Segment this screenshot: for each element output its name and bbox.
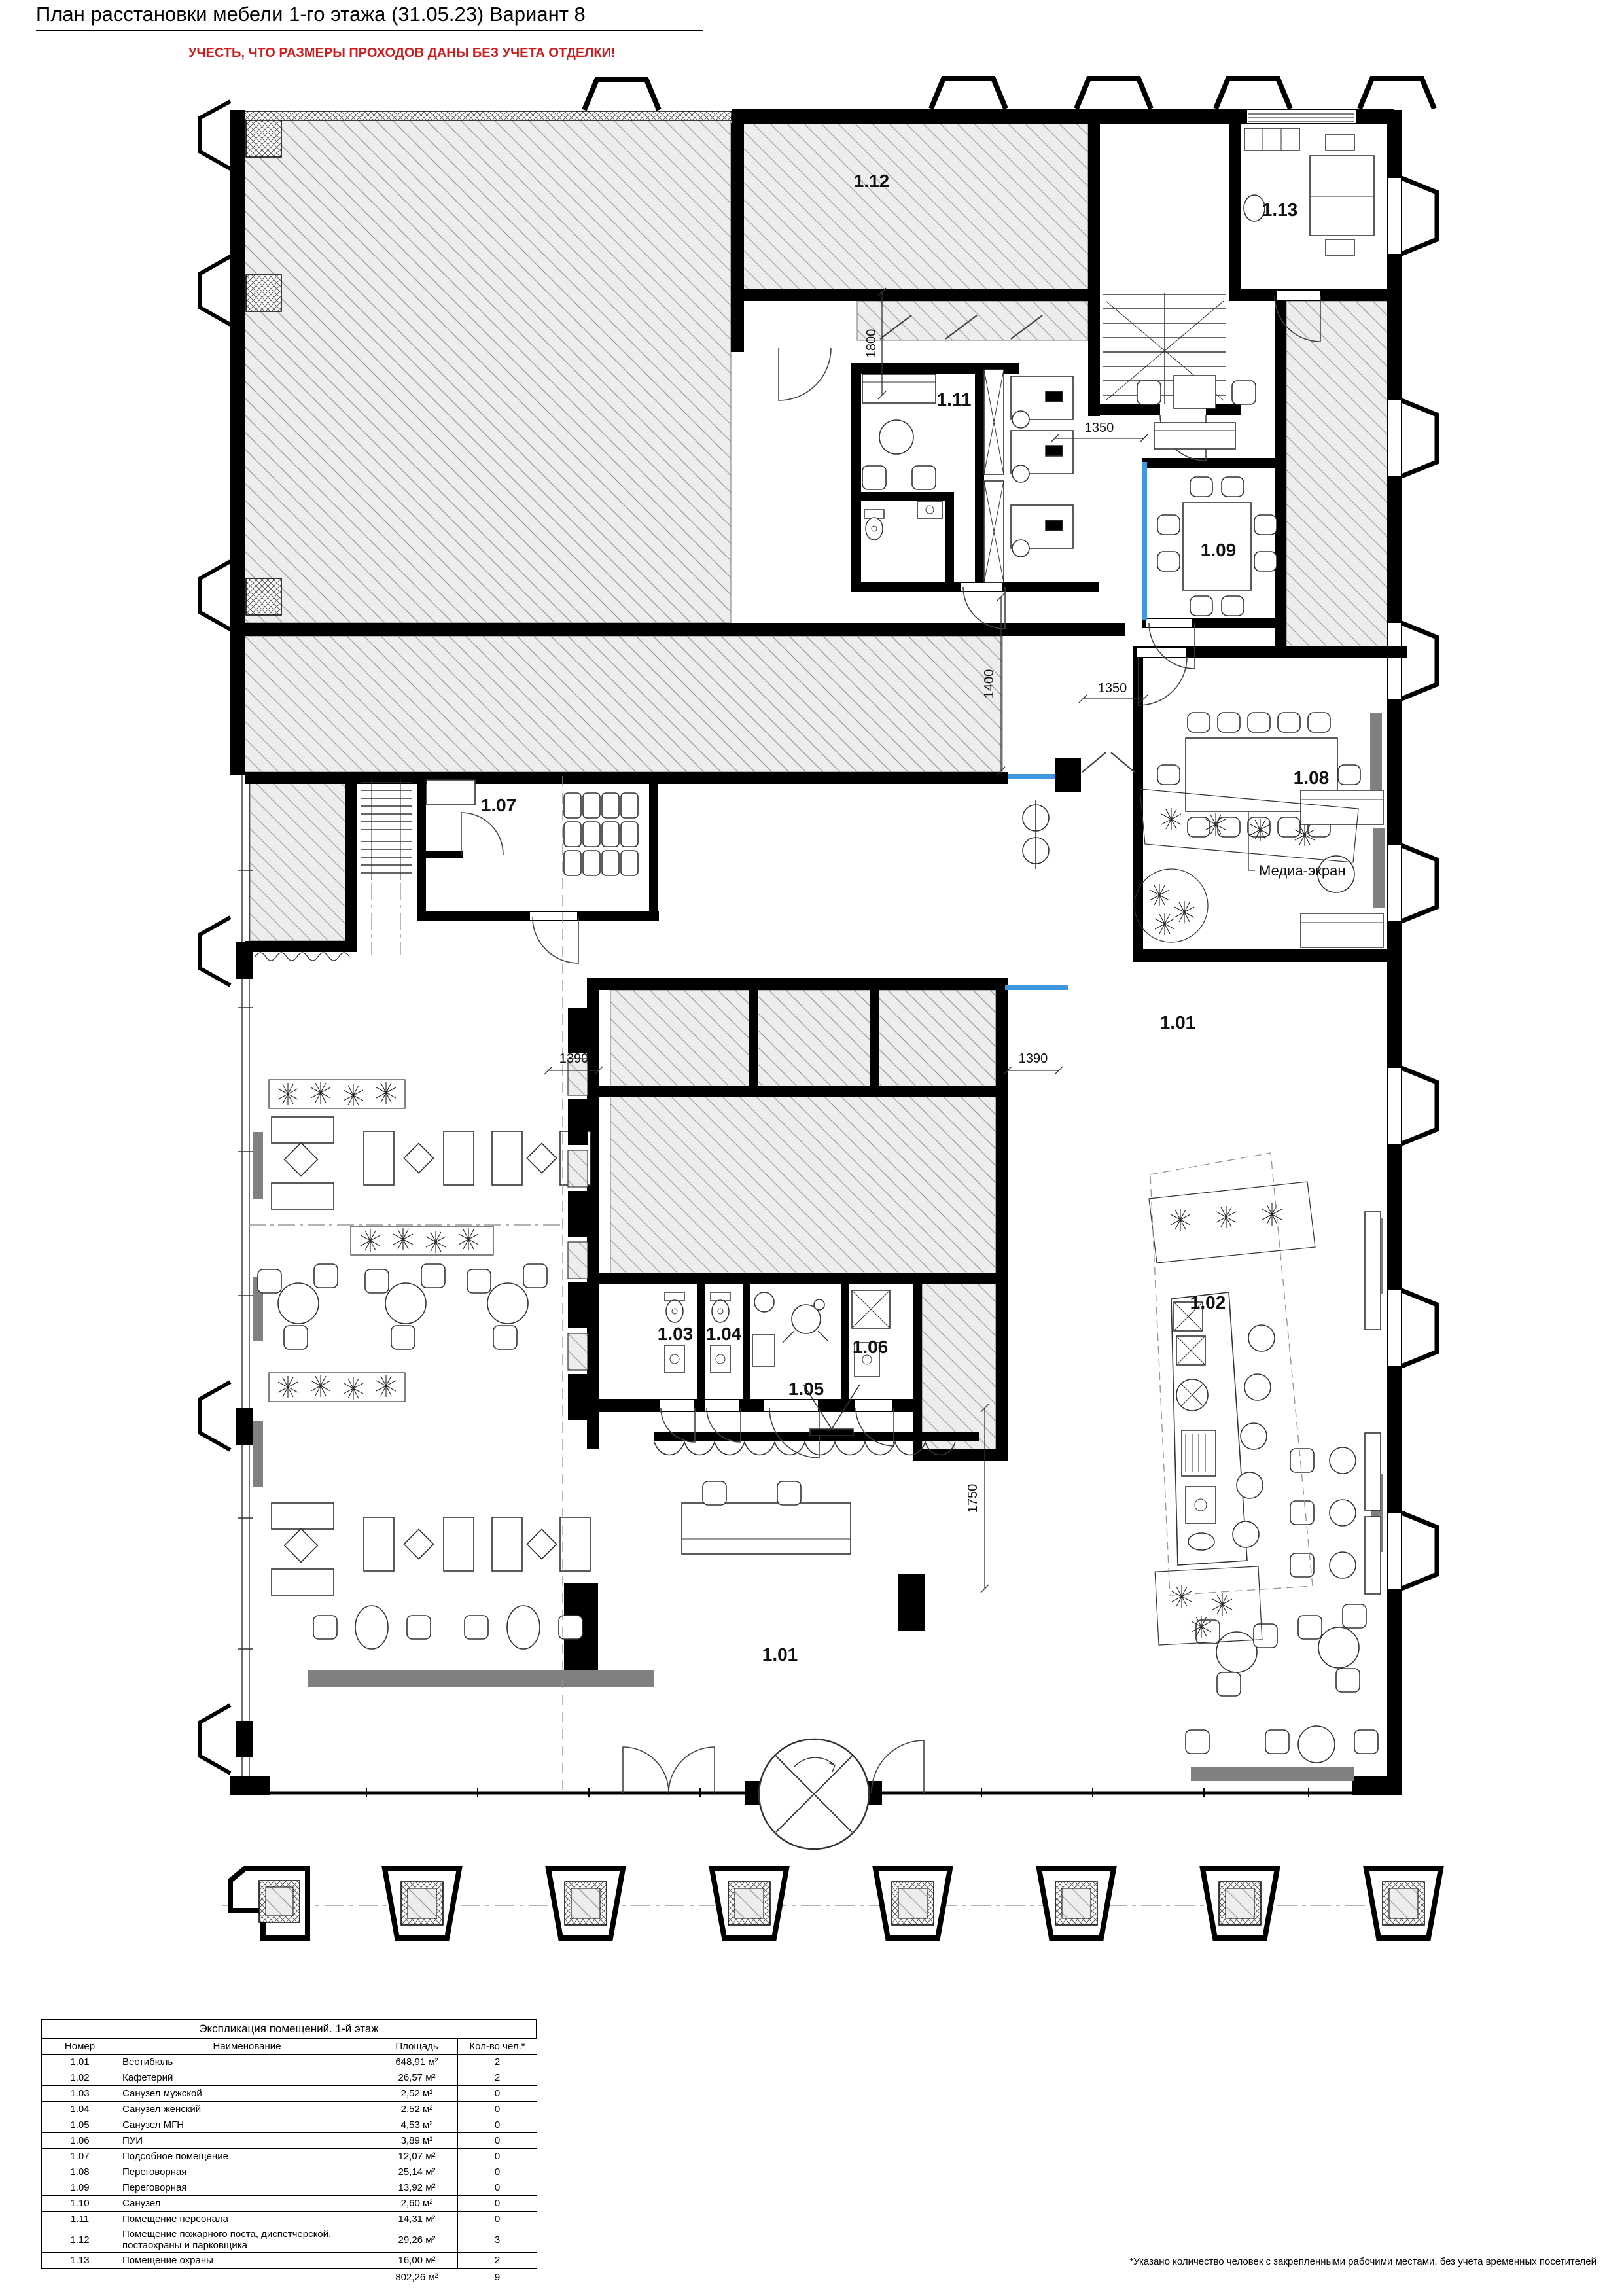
stacked-chairs <box>564 793 638 875</box>
room-label-105: 1.05 <box>788 1379 824 1399</box>
turnstile <box>1023 800 1049 869</box>
cell-number: 1.08 <box>42 2164 118 2180</box>
column-1145 <box>712 1869 786 1938</box>
column-1395 <box>875 1869 950 1938</box>
warning-note: УЧЕСТЬ, ЧТО РАЗМЕРЫ ПРОХОДОВ ДАНЫ БЕЗ УЧЕТА ОТДЕЛКИ! <box>188 46 616 60</box>
table-header-row <box>42 2039 537 2055</box>
table-row <box>42 2133 537 2149</box>
left-pilasters <box>200 101 230 1773</box>
total-spacer <box>118 2269 376 2286</box>
break-line <box>255 953 349 961</box>
cell-people: 0 <box>458 2149 537 2164</box>
cell-people: 0 <box>458 2117 537 2133</box>
column-1645 <box>1039 1869 1114 1938</box>
cell-name: ПУИ <box>118 2133 376 2149</box>
room-label-112: 1.12 <box>853 171 890 191</box>
room-label-111: 1.11 <box>936 389 972 410</box>
dim-1390-b: 1390 <box>1018 1051 1048 1066</box>
cell-people: 0 <box>458 2086 537 2102</box>
footnote: *Указано количество человек с закрепленными рабочими местами, без учета временных посетителей <box>1129 2256 1597 2267</box>
workstations <box>1011 376 1073 557</box>
cell-area: 16,00 м² <box>376 2253 458 2269</box>
table-row <box>42 2102 537 2117</box>
room-label-107: 1.07 <box>480 795 517 815</box>
core-west-shafts <box>568 1008 588 1420</box>
total-area: 802,26 м² <box>395 2272 438 2283</box>
dim-1400: 1400 <box>982 669 997 699</box>
room-label-101a: 1.01 <box>1159 1012 1196 1033</box>
table-row <box>42 2180 537 2196</box>
cell-name: Помещение пожарного поста, диспетчерской, постаохраны и парковщика <box>118 2227 376 2253</box>
col-people: Кол-во чел.* <box>458 2039 537 2055</box>
cell-people: 0 <box>458 2212 537 2227</box>
table-row <box>42 2196 537 2212</box>
cell-number: 1.01 <box>42 2055 118 2070</box>
cafe-planter-top <box>1149 1182 1315 1263</box>
cell-people: 2 <box>458 2070 537 2086</box>
table-row <box>42 2164 537 2180</box>
site-columns <box>230 1869 1441 1938</box>
column-2145 <box>1366 1869 1441 1938</box>
cell-name: Санузел женский <box>118 2102 376 2117</box>
cell-people: 0 <box>458 2102 537 2117</box>
cell-name: Помещение охраны <box>118 2253 376 2269</box>
cell-people: 2 <box>458 2253 537 2269</box>
room-label-109: 1.09 <box>1200 540 1237 560</box>
cell-number: 1.11 <box>42 2212 118 2227</box>
cell-area: 3,89 м² <box>376 2133 458 2149</box>
cell-area: 2,60 м² <box>376 2196 458 2212</box>
lounge-furniture <box>258 1117 590 1649</box>
cell-area: 14,31 м² <box>376 2212 458 2227</box>
cell-number: 1.06 <box>42 2133 118 2149</box>
cell-number: 1.10 <box>42 2196 118 2212</box>
cell-people: 0 <box>458 2133 537 2149</box>
cell-number: 1.09 <box>42 2180 118 2196</box>
col-area: Площадь <box>376 2039 458 2055</box>
page-title: План расстановки мебели 1-го этажа (31.05.23) Вариант 8 <box>36 3 703 31</box>
planter-row-b <box>269 1373 405 1402</box>
table-row <box>42 2227 537 2253</box>
total-spacer <box>42 2269 118 2286</box>
room-label-106: 1.06 <box>852 1337 889 1357</box>
high-table-row <box>313 1606 582 1649</box>
dim-1350-a: 1350 <box>1084 421 1114 435</box>
dim-1750: 1750 <box>966 1483 980 1513</box>
explication-table <box>41 2019 537 2285</box>
room-label-104: 1.04 <box>705 1324 742 1344</box>
table-total-row <box>42 2269 537 2286</box>
revolving-door <box>759 1739 869 1849</box>
room-label-113: 1.13 <box>1262 200 1298 220</box>
dim-1800: 1800 <box>864 328 879 359</box>
cell-name: Санузел МГН <box>118 2117 376 2133</box>
room-113-furniture <box>1244 128 1374 255</box>
table-row <box>42 2086 537 2102</box>
column-1895 <box>1203 1869 1277 1938</box>
cell-name: Переговорная <box>118 2164 376 2180</box>
room-label-103: 1.03 <box>657 1324 694 1344</box>
dim-1390-a: 1390 <box>559 1051 589 1066</box>
table-row <box>42 2212 537 2227</box>
cell-name: Вестибюль <box>118 2055 376 2070</box>
cell-area: 12,07 м² <box>376 2149 458 2164</box>
cell-people: 2 <box>458 2055 537 2070</box>
col-number: Номер <box>42 2039 118 2055</box>
column-895 <box>548 1869 623 1938</box>
cell-area: 2,52 м² <box>376 2086 458 2102</box>
table-row <box>42 2055 537 2070</box>
planter-row-a <box>269 1080 405 1108</box>
cell-name: Переговорная <box>118 2180 376 2196</box>
cell-number: 1.04 <box>42 2102 118 2117</box>
cell-people: 3 <box>458 2227 537 2253</box>
top-columns <box>584 79 1434 110</box>
table-row <box>42 2070 537 2086</box>
cell-name: Санузел мужской <box>118 2086 376 2102</box>
lockers <box>984 370 1004 582</box>
cell-area: 4,53 м² <box>376 2117 458 2133</box>
cell-people: 0 <box>458 2196 537 2212</box>
cell-people: 0 <box>458 2164 537 2180</box>
room-label-102: 1.02 <box>1190 1292 1226 1313</box>
cell-name: Санузел <box>118 2196 376 2212</box>
cell-number: 1.03 <box>42 2086 118 2102</box>
table-row <box>42 2149 537 2164</box>
cell-name: Кафетерий <box>118 2070 376 2086</box>
room-111-furniture <box>862 374 942 540</box>
dim-1350-b: 1350 <box>1097 681 1127 696</box>
cell-area: 26,57 м² <box>376 2070 458 2086</box>
cell-people: 0 <box>458 2180 537 2196</box>
cell-area: 29,26 м² <box>376 2227 458 2253</box>
room-label-108: 1.08 <box>1293 768 1330 788</box>
cell-name: Помещение персонала <box>118 2212 376 2227</box>
cell-number: 1.07 <box>42 2149 118 2164</box>
table-title: Экспликация помещений. 1-й этаж <box>41 2019 537 2038</box>
total-people: 9 <box>494 2272 501 2283</box>
cell-number: 1.05 <box>42 2117 118 2133</box>
cell-area: 2,52 м² <box>376 2102 458 2117</box>
planter-row-m <box>351 1226 493 1255</box>
cell-number: 1.13 <box>42 2253 118 2269</box>
cell-name: Подсобное помещение <box>118 2149 376 2164</box>
room-107-furniture <box>427 780 638 875</box>
round-tables <box>258 1264 547 1349</box>
column-645 <box>385 1869 459 1938</box>
cell-number: 1.02 <box>42 2070 118 2086</box>
room-label-101b: 1.01 <box>762 1644 798 1665</box>
table-row <box>42 2253 537 2269</box>
cell-area: 25,14 м² <box>376 2164 458 2180</box>
col-name: Наименование <box>118 2039 376 2055</box>
cell-number: 1.12 <box>42 2227 118 2253</box>
media-screen-label: Медиа-экран <box>1259 862 1346 879</box>
cell-area: 648,91 м² <box>376 2055 458 2070</box>
cell-area: 13,92 м² <box>376 2180 458 2196</box>
table-row <box>42 2117 537 2133</box>
